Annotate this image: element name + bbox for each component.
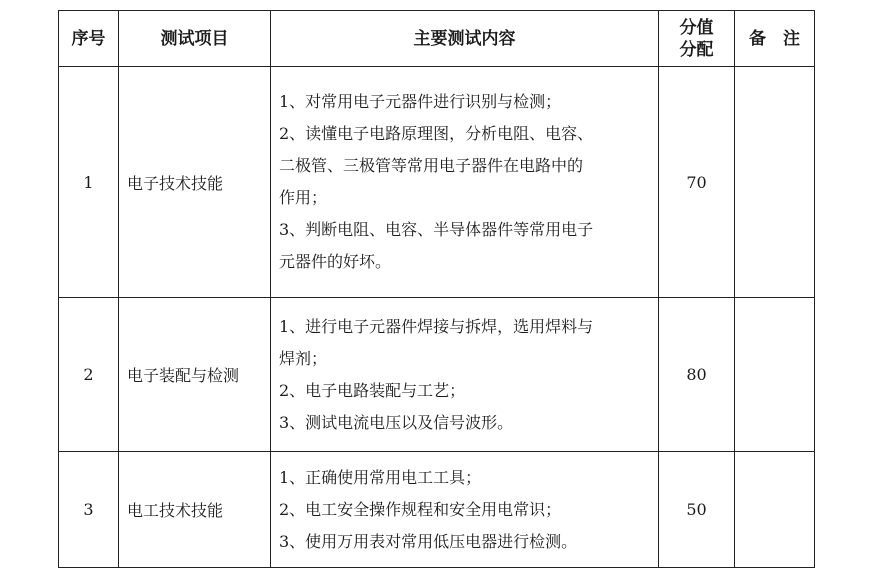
content-line: 2、读懂电子电路原理图，分析电阻、电容、 [279, 124, 594, 143]
table-row [59, 452, 815, 568]
row-content [271, 67, 659, 298]
row-remark [735, 298, 815, 452]
header-score [659, 11, 735, 67]
row-item: 电子装配与检测 [119, 298, 271, 452]
row-num: 2 [59, 298, 119, 452]
header-num: 序号 [59, 11, 119, 67]
table-row [59, 67, 815, 298]
row-score: 80 [659, 298, 735, 452]
content-line: 2、电子电路装配与工艺； [279, 380, 466, 400]
content-line: 焊剂； [279, 348, 328, 368]
content-line: 2、电工安全操作规程和安全用电常识； [279, 499, 562, 519]
row-item: 电子技术技能 [119, 67, 271, 298]
header-score-line1: 分值 [679, 17, 714, 38]
row-num: 1 [59, 67, 119, 298]
row-num: 3 [59, 452, 119, 568]
content-line: 元器件的好坏。 [279, 252, 392, 271]
table-header-row [59, 11, 815, 67]
content-line: 1、对常用电子元器件进行识别与检测； [279, 92, 562, 111]
row-score: 70 [659, 67, 735, 298]
row-score: 50 [659, 452, 735, 568]
content-line: 3、判断电阻、电容、半导体器件等常用电子 [279, 220, 594, 239]
content-line: 3、测试电流电压以及信号波形。 [279, 412, 514, 432]
content-line: 1、进行电子元器件焊接与拆焊，选用焊料与 [279, 316, 594, 336]
row-item: 电工技术技能 [119, 452, 271, 568]
content-line: 3、使用万用表对常用低压电器进行检测。 [279, 531, 578, 551]
header-item: 测试项目 [119, 11, 271, 67]
row-remark [735, 452, 815, 568]
content-line: 作用； [279, 188, 328, 207]
header-remark: 备 注 [735, 11, 815, 67]
row-content [271, 298, 659, 452]
content-line: 1、正确使用常用电工工具； [279, 467, 482, 487]
header-content: 主要测试内容 [271, 11, 659, 67]
header-score-line2: 分配 [679, 39, 714, 60]
row-content [271, 452, 659, 568]
table-row [59, 298, 815, 452]
content-line: 二极管、三极管等常用电子器件在电路中的 [279, 156, 584, 175]
test-content-table [58, 10, 815, 568]
row-remark [735, 67, 815, 298]
